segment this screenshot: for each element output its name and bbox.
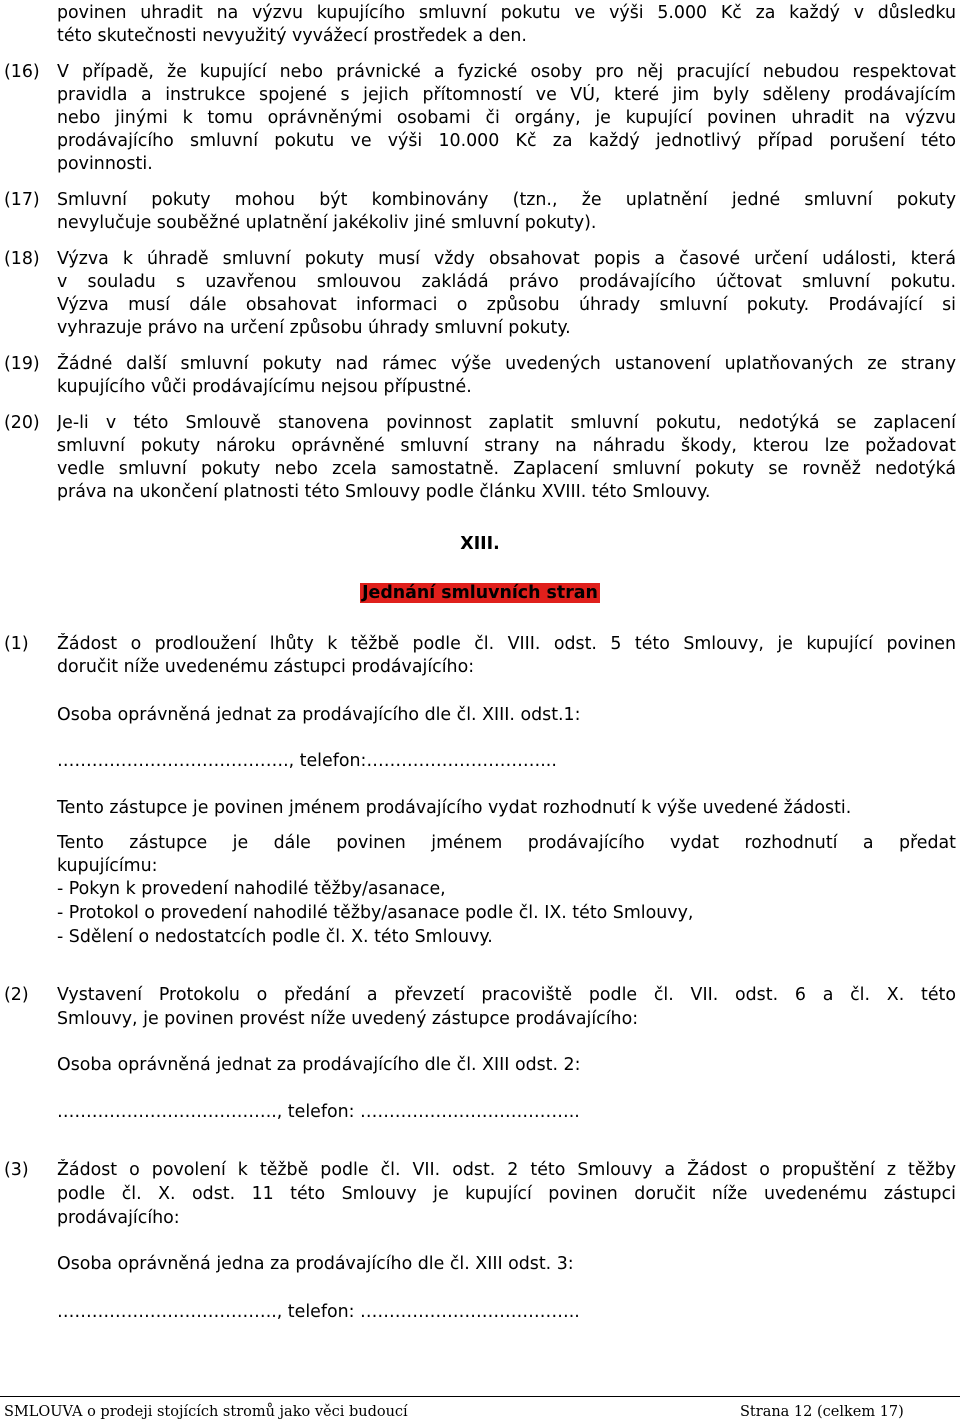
paragraph-16-line-5: povinnosti. (57, 154, 153, 174)
paragraph-16-line-4: prodávajícího smluvní pokutu ve výši 10.000 Kč za každý jednotlivý případ porušení této (57, 131, 956, 151)
section-3-line-2: podle čl. X. odst. 11 této Smlouvy je kupující povinen doručit níže uvedenému zástupci (57, 1184, 956, 1204)
paragraph-20-number: (20) (4, 413, 40, 433)
paragraph-19-line-1: Žádné další smluvní pokuty nad rámec výše uvedených ustanovení uplatňovaných ze strany (57, 354, 956, 374)
section-1-duty-2-line-1: Tento zástupce je dále povinen jménem prodávajícího vydat rozhodnutí a předat (57, 833, 956, 853)
intro-line-1: povinen uhradit na výzvu kupujícího smluvní pokutu ve výši 5.000 Kč za každý v důsledku (57, 3, 956, 23)
paragraph-20-line-4: práva na ukončení platnosti této Smlouvy podle článku XVIII. této Smlouvy. (57, 482, 711, 502)
section-1-item-2: - Protokol o provedení nahodilé těžby/asanace podle čl. IX. této Smlouvy, (57, 903, 694, 923)
section-3-contact-line: ……………………………….., telefon: ……………………………….. (57, 1302, 580, 1322)
intro-line-2: této skutečnosti nevyužitý vyvážecí prostředek a den. (57, 26, 527, 46)
paragraph-19-number: (19) (4, 354, 40, 374)
section-3-number: (3) (4, 1160, 29, 1180)
footer-document-title: SMLOUVA o prodeji stojících stromů jako věci budoucí (4, 1404, 408, 1420)
section-2-line-1: Vystavení Protokolu o předání a převzetí pracoviště podle čl. VII. odst. 6 a čl. X. této (57, 985, 956, 1005)
section-1-duty-2-line-2: kupujícímu: (57, 856, 158, 876)
section-1-person-label: Osoba oprávněná jednat za prodávajícího dle čl. XIII. odst.1: (57, 705, 581, 725)
paragraph-18-line-3: Výzva musí dále obsahovat informaci o způsobu úhrady smluvní pokuty. Prodávající si (57, 295, 956, 315)
section-1-duty-1: Tento zástupce je povinen jménem prodávajícího vydat rozhodnutí k výše uvedené žádosti. (57, 798, 852, 818)
section-1-line-1: Žádost o prodloužení lhůty k těžbě podle čl. VIII. odst. 5 této Smlouvy, je kupující povinen (57, 634, 956, 654)
paragraph-16-line-3: nebo jinými k tomu oprávněnými osobami či orgány, je kupující povinen uhradit na výzvu (57, 108, 956, 128)
paragraph-16-line-1: V případě, že kupující nebo právnické a fyzické osoby pro něj pracující nebudou respektovat (57, 62, 956, 82)
section-1-item-3: - Sdělení o nedostatcích podle čl. X. této Smlouvy. (57, 927, 493, 947)
paragraph-20-line-1: Je-li v této Smlouvě stanovena povinnost zaplatit smluvní pokutu, nedotýká se zaplacení (57, 413, 956, 433)
article-number: XIII. (460, 534, 500, 554)
section-1-item-1: - Pokyn k provedení nahodilé těžby/asanace, (57, 879, 446, 899)
section-2-number: (2) (4, 985, 29, 1005)
section-2-contact-line: ……………………………….., telefon: ……………………………….. (57, 1102, 580, 1122)
paragraph-19-line-2: kupujícího vůči prodávajícímu nejsou přípustné. (57, 377, 472, 397)
section-1-line-2: doručit níže uvedenému zástupci prodávajícího: (57, 657, 475, 677)
paragraph-16-line-2: pravidla a instrukce spojené s jejich přítomností ve VÚ, které jim byly sděleny prodávajícím (57, 85, 956, 105)
section-3-person-label: Osoba oprávněná jedna za prodávajícího dle čl. XIII odst. 3: (57, 1254, 574, 1274)
section-1-contact-line: …………………………………., telefon:…………………………... (57, 751, 557, 771)
section-1-number: (1) (4, 634, 29, 654)
paragraph-16-number: (16) (4, 62, 40, 82)
section-2-person-label: Osoba oprávněná jednat za prodávajícího dle čl. XIII odst. 2: (57, 1055, 581, 1075)
paragraph-20-line-3: vedle smluvní pokuty nebo zcela samostatně. Zaplacení smluvní pokuty se rovněž nedotýká (57, 459, 956, 479)
paragraph-17-line-2: nevylučuje souběžné uplatnění jakékoliv jiné smluvní pokuty). (57, 213, 597, 233)
footer-page-number: Strana 12 (celkem 17) (740, 1404, 904, 1420)
section-3-line-3: prodávajícího: (57, 1208, 180, 1228)
paragraph-18-line-2: v souladu s uzavřenou smlouvou zakládá právo prodávajícího účtovat smluvní pokutu. (57, 272, 956, 292)
paragraph-18-line-1: Výzva k úhradě smluvní pokuty musí vždy obsahovat popis a časové určení události, která (57, 249, 956, 269)
paragraph-20-line-2: smluvní pokuty nároku oprávněné smluvní strany na náhradu škody, kterou lze požadovat (57, 436, 956, 456)
paragraph-17-number: (17) (4, 190, 40, 210)
section-2-line-2: Smlouvy, je povinen provést níže uvedený zástupce prodávajícího: (57, 1009, 639, 1029)
article-title (0, 582, 960, 604)
section-3-line-1: Žádost o povolení k těžbě podle čl. VII. odst. 2 této Smlouvy a Žádost o propuštění z těžby (57, 1160, 956, 1180)
paragraph-18-number: (18) (4, 249, 40, 269)
footer-divider (0, 1396, 960, 1397)
paragraph-18-line-4: vyhrazuje právo na určení způsobu úhrady smluvní pokuty. (57, 318, 571, 338)
paragraph-17-line-1: Smluvní pokuty mohou být kombinovány (tzn., že uplatnění jedné smluvní pokuty (57, 190, 956, 210)
article-title-text: Jednání smluvních stran (362, 583, 598, 603)
